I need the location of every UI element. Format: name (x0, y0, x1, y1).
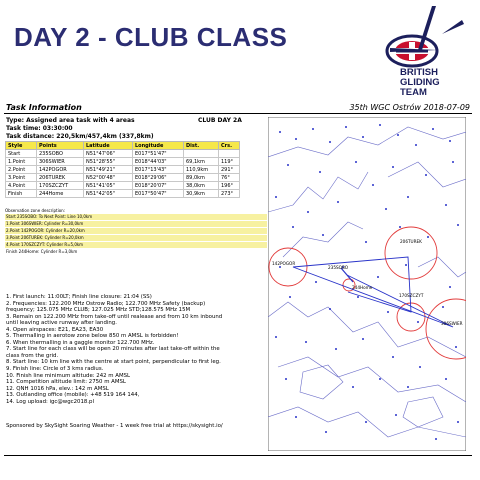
table-row (6, 158, 240, 166)
task-map (268, 117, 466, 451)
page-title: DAY 2 - CLUB CLASS (14, 22, 288, 52)
label-finish: 244Home (352, 285, 373, 290)
table-cell: 206TUREK (37, 174, 84, 182)
table-cell: E018°44'03" (133, 158, 184, 166)
note-line: 7. Start line for each class will be open 20 minutes after last take-off within the (6, 346, 220, 353)
note-line: 1. First launch: 11:00LT; Finish line closure: 21:04 (SS) (6, 294, 152, 300)
table-cell: E017°51'47" (133, 150, 184, 158)
table-cell (219, 150, 240, 158)
footer-divider (4, 455, 472, 456)
table-cell: 1.Point (6, 158, 37, 166)
section-title: Task Information (6, 103, 82, 112)
note-line: until leaving active runway after landing. (6, 320, 117, 327)
column-header: Points (37, 142, 84, 150)
turnpoints-table (5, 141, 240, 198)
note-line: 6. When thermalling in a gaggle monitor 122.700 MHz. (6, 339, 155, 346)
table-cell: N52°00'48" (84, 174, 133, 182)
oz-finish: Finish 244Home: Cylinder R=3,0km (6, 249, 78, 254)
table-cell: E018°29'06" (133, 174, 184, 182)
note-line: frequency; 125.075 MHz CLUB; 127.025 MHz STD;128.575 MHz 15M (6, 307, 191, 314)
table-cell: N51°42'05" (84, 190, 133, 198)
note-line: 14. Log upload: igc@wgc2018.pl (6, 398, 94, 405)
table-row (6, 174, 240, 182)
table-cell: Start (6, 150, 37, 158)
note-line: 8. Start line: 10 km line with the centre at start point, perpendicular to first leg. (6, 359, 221, 366)
table-cell: 306SWIER (37, 158, 84, 166)
table-cell: 38,0km (184, 182, 219, 190)
table-header-row (6, 142, 240, 150)
table-cell: 4.Point (6, 182, 37, 190)
table-cell: 142POGOR (37, 166, 84, 174)
table-cell: 76° (219, 174, 240, 182)
table-cell: 119° (219, 158, 240, 166)
note-line: 2. Frequencies: 122.200 MHz Ostrow Radio; 122.700 MHz Safety (backup) (6, 300, 206, 307)
table-cell: 244Home (37, 190, 84, 198)
table-cell: 273° (219, 190, 240, 198)
table-cell: 3.Point (6, 174, 37, 182)
note-line: 9. Finish line: Circle of 3 kms radius. (6, 366, 104, 373)
oz-row: Start 235SOBO: To Next Point: Line 10,0km (5, 214, 267, 221)
table-cell: N51°41'05" (84, 182, 133, 190)
column-header: Longitude (133, 142, 184, 150)
note-line: 12. QNH 1016 hPa, elev.: 142 m AMSL (6, 385, 109, 392)
label-p2: 142POGOR (272, 261, 296, 266)
table-row (6, 150, 240, 158)
table-cell: 235SOBO (37, 150, 84, 158)
table-cell: N51°47'06" (84, 150, 133, 158)
club-day: CLUB DAY 2A (198, 117, 242, 124)
column-header: Dist. (184, 142, 219, 150)
table-cell: N51°49'21" (84, 166, 133, 174)
table-cell: 170SZCZYT (37, 182, 84, 190)
column-header: Style (6, 142, 37, 150)
table-cell: 110,9km (184, 166, 219, 174)
sponsor-text: Sponsored by SkySight Soaring Weather - 1 week free trial at https://skysight.io/ (6, 423, 223, 429)
table-row (6, 166, 240, 174)
task-distance: Task distance: 220,5km/457,4km (337,8km) (6, 133, 154, 140)
note-line: class from the grid. (6, 352, 59, 359)
note-line: 10. Finish line minimum altitude: 242 m AMSL (6, 372, 131, 379)
label-start: 235SOBO (328, 265, 349, 270)
note-line: 11. Competition altitude limit: 2750 m AMSL (6, 379, 126, 386)
event-label: 35th WGC Ostrów 2018-07-09 (349, 103, 470, 112)
note-line: 13. Outlanding office (mobile): +48 519 164 144, (6, 392, 140, 399)
logo-text: BRITISH GLIDING TEAM (400, 67, 440, 98)
observation-zones (5, 208, 267, 255)
table-cell: 69,1km (184, 158, 219, 166)
task-time: Task time: 03:30:00 (6, 125, 73, 132)
column-header: Latitude (84, 142, 133, 150)
oz-row: 3.Point 206TUREK: Cylinder R=20,0km (5, 235, 267, 242)
label-p4: 170SZCZYT (399, 293, 424, 298)
table-cell: N51°28'55" (84, 158, 133, 166)
table-cell: E017°13'43" (133, 166, 184, 174)
table-row (6, 190, 240, 198)
table-cell: 196° (219, 182, 240, 190)
note-line: 4. Open airspaces: E21, EA23, EA30 (6, 326, 104, 333)
label-p3: 206TUREK (400, 239, 422, 244)
note-line: 5. Thermalling in aerotow zone below 850 m AMSL is forbidden! (6, 333, 179, 340)
label-p1: 306SWIER (441, 321, 463, 326)
table-cell: 2.Point (6, 166, 37, 174)
oz-row: 1.Point 306SWIER: Cylinder R=30,0km (5, 221, 267, 228)
table-row (6, 182, 240, 190)
oz-caption: Observation zone description: (5, 208, 66, 213)
oz-row: 4.Point 170SZCZYT: Cylinder R=5,0km (5, 242, 267, 249)
table-cell: 30,9km (184, 190, 219, 198)
table-cell (184, 150, 219, 158)
briefing-notes (6, 294, 268, 405)
table-cell: E018°20'07" (133, 182, 184, 190)
table-cell: Finish (6, 190, 37, 198)
table-cell: E017°50'47" (133, 190, 184, 198)
column-header: Crs. (219, 142, 240, 150)
header-divider (4, 113, 472, 114)
table-cell: 89,0km (184, 174, 219, 182)
oz-row: 2.Point 142POGOR: Cylinder R=20,0km (5, 228, 267, 235)
table-cell: 291° (219, 166, 240, 174)
note-line: 3. Remain on 122.200 MHz from take-off until realease and from 10 km inbound (6, 313, 223, 320)
task-type: Type: Assigned area task with 4 areas (6, 117, 135, 124)
